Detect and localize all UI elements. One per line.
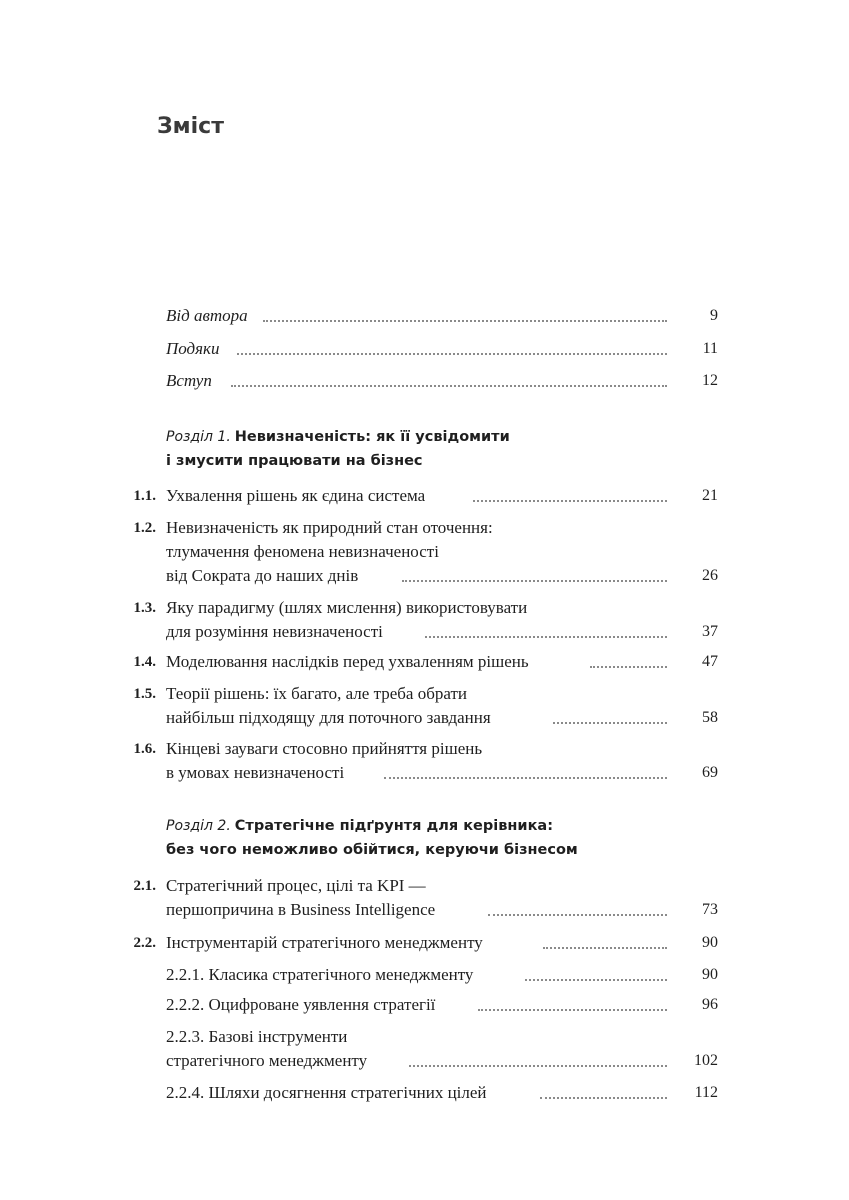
- entry-title-line2: для розуміння невизначеності: [166, 622, 383, 641]
- entry-title-line1: Яку парадигму (шлях мислення) використовувати: [166, 598, 528, 617]
- page-number: 73: [702, 901, 718, 918]
- chapter-title-line2: без чого неможливо обійтися, керуючи бізнесом: [166, 842, 578, 858]
- page-number: 37: [702, 623, 718, 640]
- chapter-heading: [166, 814, 553, 838]
- chapter-label: Розділ 2.: [166, 818, 231, 834]
- page-number: 96: [702, 996, 718, 1013]
- page-number: 58: [702, 709, 718, 726]
- chapter-heading-cont: [166, 449, 423, 473]
- page-number: 90: [702, 966, 718, 983]
- chapter-heading: [166, 425, 510, 449]
- dot-leader: [488, 914, 667, 916]
- entry-title: 2.2.4. Шляхи досягнення стратегічних цілей: [166, 1083, 487, 1102]
- dot-leader: [473, 500, 667, 502]
- page-number: 69: [702, 764, 718, 781]
- page-number: 9: [710, 307, 718, 324]
- dot-leader: [237, 353, 667, 355]
- dot-leader: [543, 947, 667, 949]
- entry-title: 2.2.1. Класика стратегічного менеджменту: [166, 965, 474, 984]
- chapter-title-line2: і змусити працювати на бізнес: [166, 453, 423, 469]
- entry-title: Подяки: [166, 339, 220, 358]
- entry-title-line1: Кінцеві зауваги стосовно прийняття рішень: [166, 739, 483, 758]
- page-number: 112: [694, 1084, 718, 1101]
- page-number: 11: [702, 340, 718, 357]
- page-number: 21: [702, 487, 718, 504]
- page-title: Зміст: [157, 114, 224, 139]
- entry-title-line1: Стратегічний процес, цілі та KPI —: [166, 876, 426, 895]
- dot-leader: [409, 1065, 667, 1067]
- dot-leader: [553, 722, 667, 724]
- entry-title-line1: Невизначеність як природний стан оточення:: [166, 518, 493, 537]
- chapter-heading-cont: [166, 838, 578, 862]
- entry-title-line1: 2.2.3. Базові інструменти: [166, 1027, 348, 1046]
- chapter-label: Розділ 1.: [166, 429, 231, 445]
- entry-number: 2.1.: [133, 878, 156, 894]
- entry-title-line3: від Сократа до наших днів: [166, 566, 359, 585]
- entry-number: 1.5.: [133, 686, 156, 702]
- page-number: 90: [702, 934, 718, 951]
- entry-title: Інструментарій стратегічного менеджменту: [166, 933, 483, 952]
- chapter-title-line1: Стратегічне підґрунтя для керівника:: [234, 818, 554, 834]
- entry-number: 2.2.: [133, 935, 156, 951]
- entry-number: 1.3.: [133, 600, 156, 616]
- entry-title-line2: першопричина в Business Intelligence: [166, 900, 436, 919]
- entry-title: Ухвалення рішень як єдина система: [166, 486, 426, 505]
- entry-title-line2: тлумачення феномена невизначеності: [166, 542, 439, 561]
- dot-leader: [263, 320, 667, 322]
- entry-title-line2: в умовах невизначеності: [166, 763, 345, 782]
- entry-number: 1.4.: [133, 654, 156, 670]
- entry-number: 1.1.: [133, 488, 156, 504]
- dot-leader: [478, 1009, 667, 1011]
- dot-leader: [425, 636, 667, 638]
- entry-title: Вступ: [166, 371, 212, 390]
- dot-leader: [525, 979, 667, 981]
- page-number: 12: [702, 372, 718, 389]
- entry-title-line1: Теорії рішень: їх багато, але треба обрати: [166, 684, 467, 703]
- dot-leader: [231, 385, 667, 387]
- dot-leader: [402, 580, 667, 582]
- entry-title: 2.2.2. Оцифроване уявлення стратегії: [166, 995, 436, 1014]
- dot-leader: [384, 777, 667, 779]
- page-number: 26: [702, 567, 718, 584]
- chapter-title-line1: Невизначеність: як її усвідомити: [234, 429, 510, 445]
- page-number: 47: [702, 653, 718, 670]
- entry-title-line2: найбільш підходящу для поточного завдання: [166, 708, 491, 727]
- entry-number: 1.2.: [133, 520, 156, 536]
- dot-leader: [590, 666, 667, 668]
- entry-number: 1.6.: [133, 741, 156, 757]
- page-number: 102: [694, 1052, 718, 1069]
- entry-title: Від автора: [166, 306, 248, 325]
- dot-leader: [540, 1097, 667, 1099]
- entry-title: Моделювання наслідків перед ухваленням рішень: [166, 652, 529, 671]
- entry-title-line2: стратегічного менеджменту: [166, 1051, 368, 1070]
